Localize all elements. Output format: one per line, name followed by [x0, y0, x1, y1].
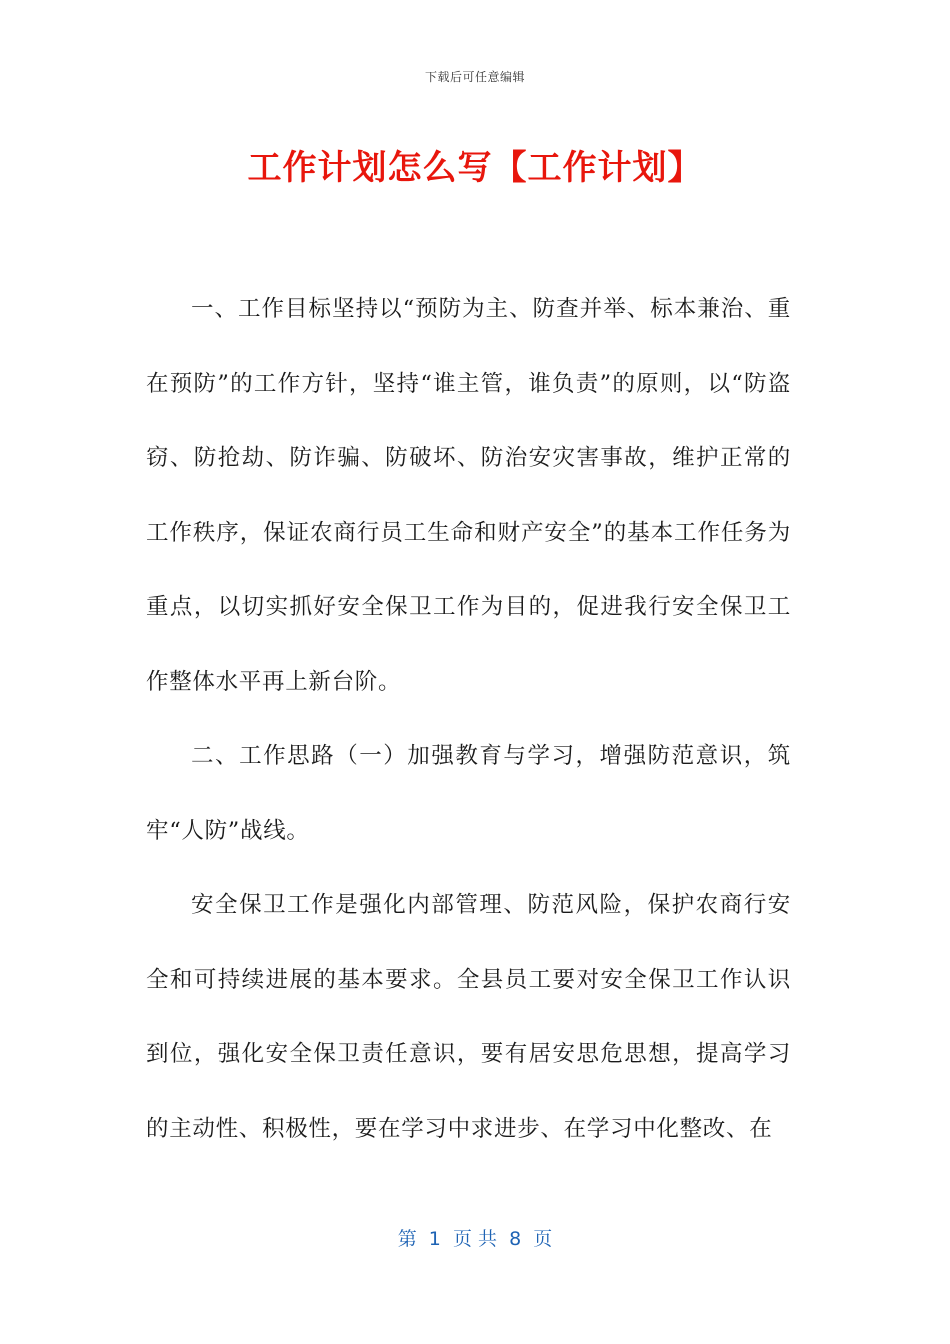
document-body [146, 272, 791, 1166]
paragraph-3: 安全保卫工作是强化内部管理、防范风险，保护农商行安全和可持续进展的基本要求。全县员工要对安全保卫工作认识到位，强化安全保卫责任意识，要有居安思危思想，提高学习的主动性、积极性，要在学习中求进步、在学习中化整改、在 [146, 892, 791, 1142]
document-title: 工作计划怎么写【工作计划】 [247, 148, 703, 188]
paragraph-2: 二、工作思路（一）加强教育与学习，增强防范意识，筑牢“人防”战线。 [146, 743, 791, 844]
page-number-footer: 第 1 页 共 8 页 [397, 1228, 553, 1250]
header-note: 下载后可任意编辑 [424, 70, 525, 84]
paragraph-1: 一、工作目标坚持以“预防为主、防查并举、标本兼治、重在预防”的工作方针，坚持“谁主管，谁负责”的原则，以“防盗窃、防抢劫、防诈骗、防破坏、防治安灾害事故，维护正常的工作秩序，保证农商行员工生命和财产安全”的基本工作任务为重点，以切实抓好安全保卫工作为目的，促进我行安全保卫工作整体水平再上新台阶。 [146, 296, 791, 695]
